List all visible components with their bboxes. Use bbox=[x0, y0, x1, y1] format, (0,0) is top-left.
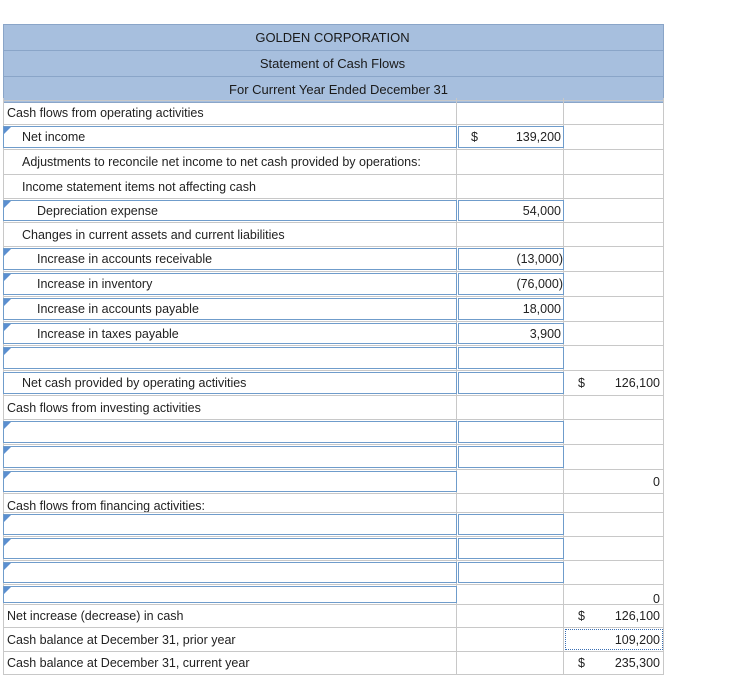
current-balance-value: 235,300 bbox=[614, 656, 660, 670]
net-change-label: Net increase (decrease) in cash bbox=[7, 609, 184, 623]
operating-section-label: Cash flows from operating activities bbox=[7, 105, 204, 120]
company-name: GOLDEN CORPORATION bbox=[3, 24, 664, 50]
operating-net-currency: $ bbox=[578, 376, 585, 390]
financing-amount-cell-2[interactable] bbox=[458, 538, 564, 559]
operating-net-subtotal-cell[interactable] bbox=[458, 372, 564, 394]
inventory-row bbox=[3, 271, 664, 296]
depreciation-value: 54,000 bbox=[522, 203, 561, 218]
financing-amount-cell-3[interactable] bbox=[458, 562, 564, 583]
financing-net-label-cell[interactable] bbox=[3, 586, 457, 603]
ar-row bbox=[3, 246, 664, 271]
ar-value: (13,000) bbox=[516, 252, 563, 266]
statement-title: Statement of Cash Flows bbox=[3, 50, 664, 76]
inventory-value: (76,000) bbox=[516, 277, 563, 291]
financing-blank-row-2 bbox=[3, 536, 664, 560]
inventory-label: Increase in inventory bbox=[37, 277, 153, 291]
prior-balance-label: Cash balance at December 31, prior year bbox=[7, 632, 236, 647]
financing-net-row bbox=[3, 584, 664, 604]
depreciation-row bbox=[3, 198, 664, 222]
operating-blank-amount-cell[interactable] bbox=[458, 347, 564, 369]
operating-net-row bbox=[3, 370, 664, 395]
taxes-value: 3,900 bbox=[529, 326, 561, 341]
ap-value: 18,000 bbox=[522, 302, 561, 316]
investing-amount-cell-1[interactable] bbox=[458, 421, 564, 443]
current-balance-label: Cash balance at December 31, current year bbox=[7, 656, 250, 670]
taxes-row bbox=[3, 321, 664, 345]
net-income-label: Net income bbox=[22, 130, 86, 144]
investing-net-label-cell[interactable] bbox=[3, 471, 457, 492]
changes-row bbox=[3, 222, 664, 246]
financing-label-cell-3[interactable] bbox=[3, 562, 457, 583]
ar-label: Increase in accounts receivable bbox=[37, 252, 213, 266]
net-income-value: 139,200 bbox=[515, 130, 561, 144]
investing-section-label: Cash flows from investing activities bbox=[7, 400, 201, 415]
net-change-currency: $ bbox=[578, 609, 585, 623]
net-change-row bbox=[3, 604, 664, 627]
adjustments-row bbox=[3, 149, 664, 174]
cash-flow-statement bbox=[3, 24, 664, 670]
current-balance-currency: $ bbox=[578, 656, 585, 670]
financing-net-value: 0 bbox=[653, 591, 660, 606]
investing-blank-row-1 bbox=[3, 419, 664, 444]
financing-section-label: Cash flows from financing activities: bbox=[7, 498, 205, 513]
investing-blank-row-2 bbox=[3, 444, 664, 469]
investing-label-cell-1[interactable] bbox=[3, 421, 457, 443]
operating-blank-row bbox=[3, 345, 664, 370]
net-income-row bbox=[3, 124, 664, 149]
investing-label-cell-2[interactable] bbox=[3, 446, 457, 468]
prior-balance-row bbox=[3, 627, 664, 651]
investing-net-row bbox=[3, 469, 664, 493]
financing-label-cell-1[interactable] bbox=[3, 514, 457, 535]
operating-net-label: Net cash provided by operating activities bbox=[22, 376, 247, 390]
depreciation-label: Depreciation expense bbox=[37, 203, 158, 218]
noncash-label: Income statement items not affecting cash bbox=[22, 179, 256, 194]
prior-balance-value: 109,200 bbox=[614, 632, 660, 647]
ap-label: Increase in accounts payable bbox=[37, 302, 199, 316]
investing-amount-cell-2[interactable] bbox=[458, 446, 564, 468]
current-balance-row bbox=[3, 651, 664, 675]
investing-section-row bbox=[3, 395, 664, 419]
financing-blank-row-3 bbox=[3, 560, 664, 584]
taxes-label: Increase in taxes payable bbox=[37, 326, 179, 341]
operating-net-value: 126,100 bbox=[614, 376, 660, 390]
statement-period: For Current Year Ended December 31 bbox=[3, 76, 664, 103]
ap-row bbox=[3, 296, 664, 321]
operating-section-row bbox=[3, 100, 664, 124]
net-change-value: 126,100 bbox=[614, 609, 660, 623]
changes-label: Changes in current assets and current liabilities bbox=[22, 227, 285, 242]
operating-blank-label-cell[interactable] bbox=[3, 347, 457, 369]
investing-net-value: 0 bbox=[653, 474, 660, 489]
financing-blank-row-1 bbox=[3, 512, 664, 536]
noncash-row bbox=[3, 174, 664, 198]
net-income-currency: $ bbox=[471, 130, 478, 144]
adjustments-label: Adjustments to reconcile net income to net cash provided by operations: bbox=[22, 155, 421, 169]
financing-amount-cell-1[interactable] bbox=[458, 514, 564, 535]
financing-label-cell-2[interactable] bbox=[3, 538, 457, 559]
